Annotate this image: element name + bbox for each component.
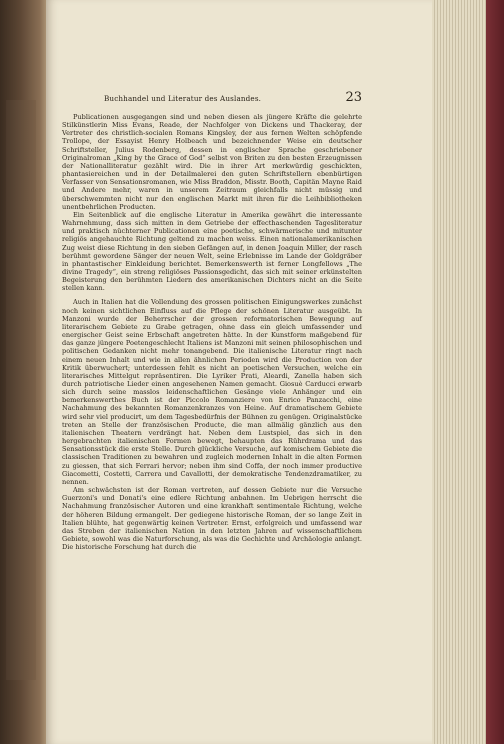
page-stack: [432, 0, 488, 744]
paragraph-america: Ein Seitenblick auf die englische Literatur in Amerika gewährt die interessante Wahrnehmung, dass sich mitten in dem Getriebe der effecthaschenden Tagesliteratur und praktisch nüchterner Publicationen eine poetische, schwärmerische und mitunter religiös angehauchte Richtung geltend zu machen weiss. Einen nationalamerikanischen Zug weist diese Richtung in den sieben Gefängen auf, in denen Joaquin Miller, der rasch berühmt gewordene Sänger der neuen Welt, seine Erlebnisse im Lande der Goldgräber in phantastischer Einkleidung berichtet. Bemerkenswerth ist ferner Longfellows „The divine Tragedy“, ein streng religiöses Passionsgedicht, das sich mit seiner erkünstelten Begeisterung den berühmten Liedern des amerikanischen Dichters nicht an die Seite stellen kann.: [62, 210, 362, 293]
running-title: Buchhandel und Literatur des Auslandes.: [104, 94, 262, 103]
paragraph-italian-novel: Am schwächsten ist der Roman vertreten, auf dessen Gebiete nur die Versuche Guerzoni's und Donati's eine edlere Richtung anbahnen. Im Uebrigen herrscht die Nachahmung französischer Autoren und eine krankhaft sentimentale Richtung, welche der höheren Bildung ermangelt. Der gediegene historische Roman, der so lange Zeit in Italien blühte, hat gegenwärtig keinen Vertreter. Ernst, erfolgreich und umfassend war das Streben der italienischen Nation in den letzten Jahren auf wissenschaftlichem Gebiete, sowohl was die Naturforschung, als was die Gechichte und Archäologie anlangt. Die historische Forschung hat durch die: [62, 486, 362, 552]
paragraph-italy: Auch in Italien hat die Vollendung des grossen politischen Einigungswerkes zunächst noch keinen sichtlichen Einfluss auf die Pflege der schönen Literatur ausgeübt. In Manzoni wurde der Beherrscher der grossen reformatorischen Bewegung auf literarischem Gebiete zu Grabe getragen, ohne dass ein gleich umfassender und energischer Geist seine Erbschaft angetreten hätte. In der Kunstform maßgebend für das ganze jüngere Poetengeschlecht Italiens ist Manzoni mit seinen philosophischen und politischen Gedanken nicht mehr tonangebend. Die italienische Literatur ringt nach einem neuen Inhalt und wie in allen ähnlichen Perioden wird die Production von der Kritik überwuchert; unterdessen fehlt es nicht an poetischen Versuchen, welche ein literarisches Mittelgut repräsentiren. Die Lyriker Prati, Aleardi, Zanella haben sich durch patriotische Lieder einen angesehenen Namen gemacht. Giosuè Carducci erwarb sich durch seine masslos leidenschaftlichen Gesänge viele Anhänger und ein bemerkenswerthes Buch ist der Piccolo Romanziere von Enrico Panzacchi, eine Nachahmung des bekannten Romanzenkranzes von Heine. Auf dramatischem Gebiete wird sehr viel producirt, um dem Tagesbedürfnis der Bühnen zu genügen. Originalstücke treten an Stelle der französischen Producte, die man allmälig gänzlich aus den italienischen Theatern verdrängt hat. Neben dem Lustspiel, das sich in den hergebrachten italienischen Formen bewegt, behaupten das Rührdrama und das Sensationsstück die erste Stelle. Durch glückliche Versuche, auf komischem Gebiete die classischen Traditionen zu bewahren und zugleich modernen Inhalt in die alten Formen zu giessen, that sich Ferrari hervor; neben ihm sind Coffa, der noch immer productive Giacometti, Costetti, Carrera und Cavallotti, der demokratische Tendenzdramatiker, zu nennen.: [62, 298, 362, 486]
book-binding: [486, 0, 504, 744]
book-cover-edge: [6, 100, 36, 680]
body-text: [62, 113, 362, 551]
page-number: 23: [345, 90, 362, 105]
running-head: [70, 90, 362, 105]
paragraph-english-authors: Publicationen ausgegangen sind und neben diesen als jüngere Kräfte die gelehrte Stilkünstlerin Miss Evans, Reade, der Nachfolger von Dickens und Thackeray, der Vertreter des christlich-socialen Romans Kingsley, der aus fernen Welten schöpfende Trollope, der Essayist Henry Holbeach und bezeichnender Weise ein deutscher Schriftsteller, Julius Rodenberg, dessen in englischer Sprache geschriebener Originalroman „King by the Grace of God“ selbst von Briten zu den besten Erzeugnissen der Nationalliteratur gezählt wird. Die in ihrer Art merkwürdig geschickten, phantasiereichen und in der Detailmalerei den guten Schriftstellern ebenbürtigen Verfasser von Sensationsromanen, wie Miss Braddon, Misstr. Booth, Capitän Mayne Raid und Andere mehr, waren in unserem Zeitraum gleichfalls nicht müssig und überschwemmten nicht nur den englischen Markt mit ihren für die Leihbibliotheken unentbehrlichen Producten.: [62, 113, 362, 211]
